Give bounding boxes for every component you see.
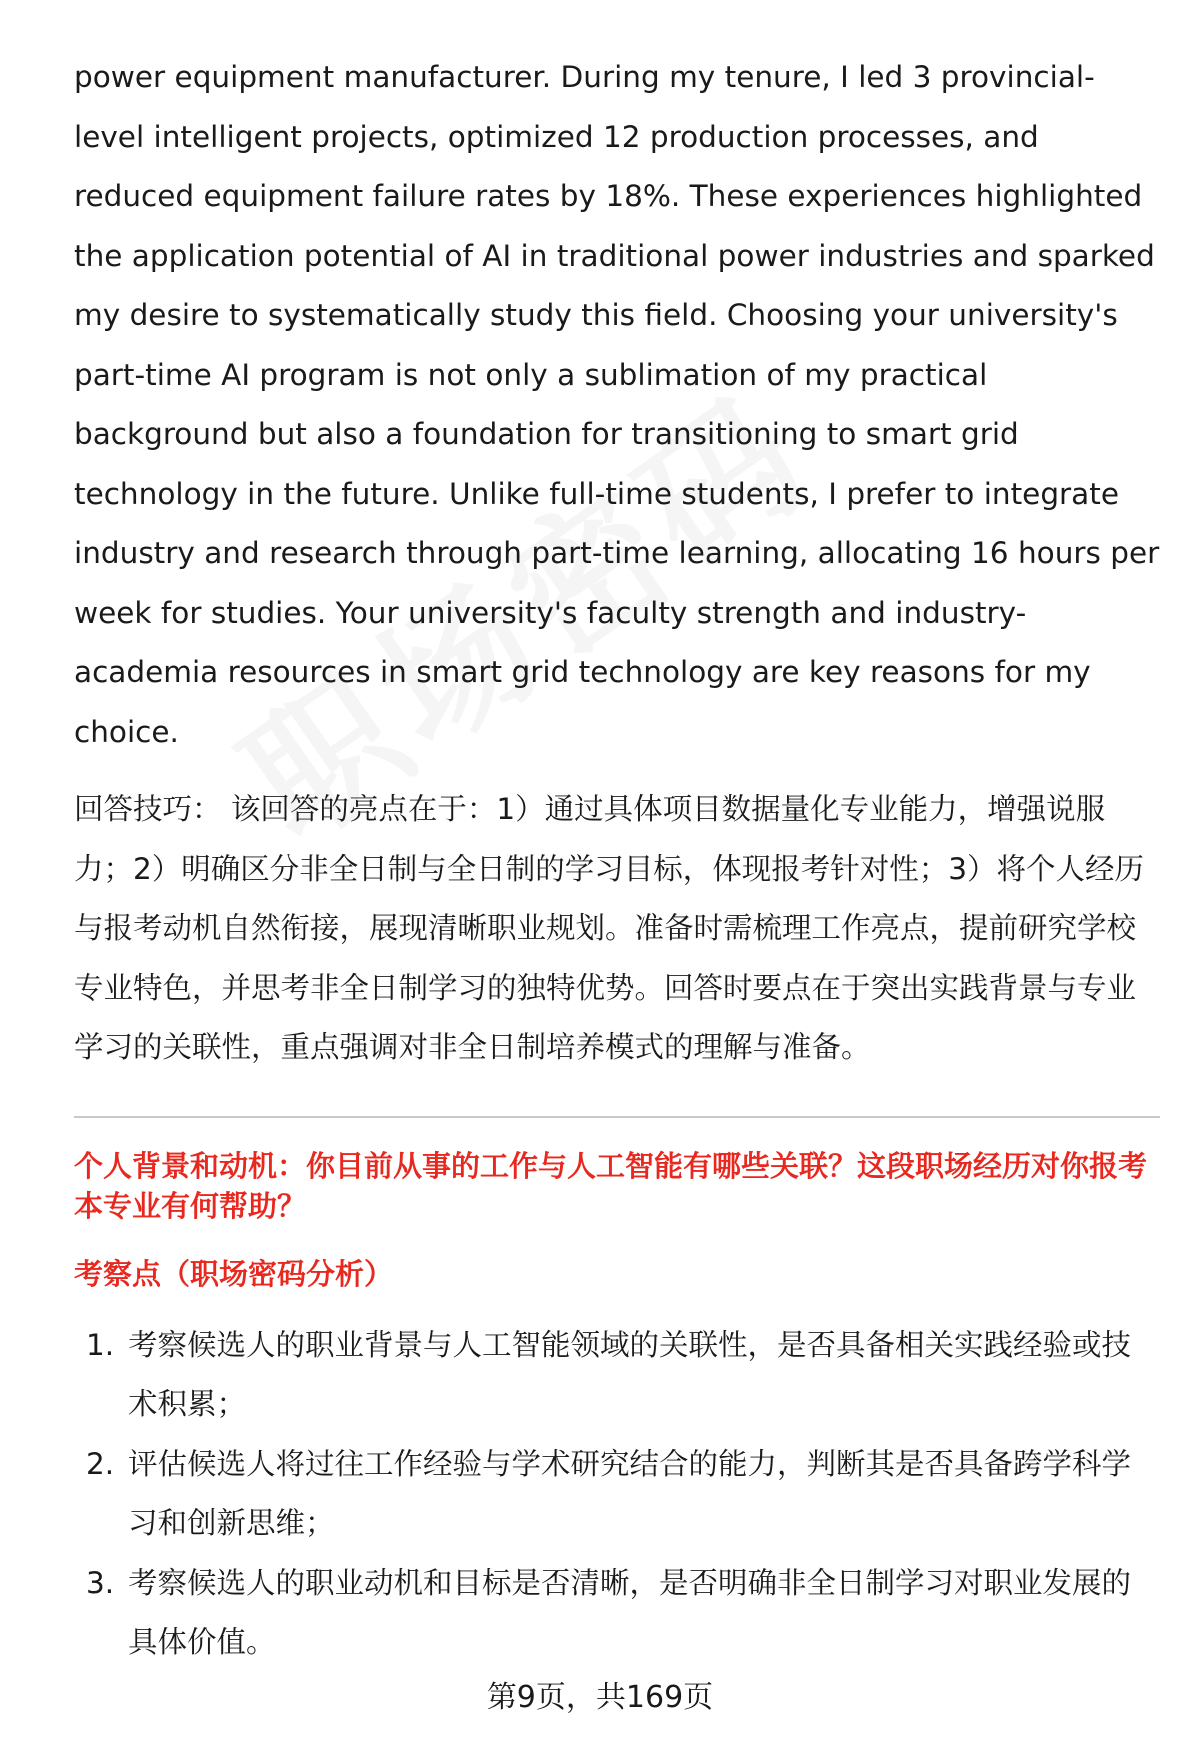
list-item [74,1316,1160,1435]
question-heading: 个人背景和动机：你目前从事的工作与人工智能有哪些关联？这段职场经历对你报考本专业有何帮助？ [74,1148,1148,1223]
answer-tip-text: 该回答的亮点在于：1）通过具体项目数据量化专业能力，增强说服力；2）明确区分非全日制与全日制的学习目标，体现报考针对性；3）将个人经历与报考动机自然衔接，展现清晰职业规划。准备时需梳理工作亮点，提前研究学校专业特色，并思考非全日制学习的独特优势。回答时要点在于突出实践背景与专业学习的关联性，重点强调对非全日制培养模式的理解与准备。 [74,792,1145,1064]
list-item-number: 3. [86,1565,115,1600]
list-item-number: 1. [86,1327,115,1362]
page-content [74,48,1160,1673]
page-number: 第9页，共169页 [486,1680,714,1715]
list-item [74,1554,1160,1673]
answer-tip-label: 回答技巧： [74,792,222,826]
list-item-number: 2. [86,1446,115,1481]
list-item-text: 评估候选人将过往工作经验与学术研究结合的能力，判断其是否具备跨学科学习和创新思维； [128,1446,1132,1540]
section-divider [74,1116,1160,1118]
list-item-text: 考察候选人的职业背景与人工智能领域的关联性，是否具备相关实践经验或技术积累； [128,1327,1132,1421]
list-item-text: 考察候选人的职业动机和目标是否清晰，是否明确非全日制学习对职业发展的具体价值。 [128,1565,1132,1659]
assessment-heading: 考察点（职场密码分析） [74,1256,394,1291]
answer-continuation: power equipment manufacturer. During my tenure, I led 3 provincial-level intelligent projects, optimized 12 production processes, and reduced equipment failure rates by 18%. These experiences highlighted the application potential of AI in traditional power industries and sparked my desire to systematically study this field. Choosing your university's part-time AI program is not only a sublimation of my practical background but also a foundation for transitioning to smart grid technology in the future. Unlike full-time students, I prefer to integrate industry and research through part-time learning, allocating 16 hours per week for studies. Your university's faculty strength and industry-academia resources in smart grid technology are key reasons for my choice. [74,60,1160,749]
answer-tip [74,780,1160,1078]
list-item [74,1435,1160,1554]
assessment-points [74,1316,1160,1673]
